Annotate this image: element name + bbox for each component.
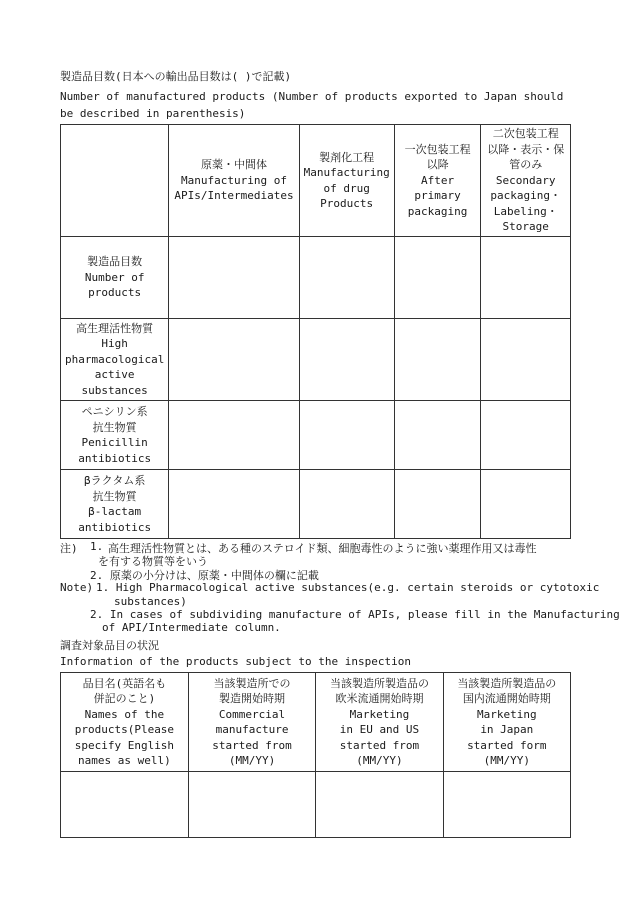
table1-header-drug-products: 製剤化工程 Manufacturing of drug Products [299,125,394,237]
row-label-beta-lactam: βラクタム系 抗生物質 β-lactam antibiotics [61,470,169,539]
notes-ja-2: 2. 原薬の小分けは、原薬・中間体の欄に記載 [90,569,319,582]
table-cell[interactable] [169,401,299,470]
table-cell[interactable] [169,237,299,319]
inspection-products-table [60,672,571,838]
section2-title-en: Information of the products subject to the inspection [60,655,411,668]
table-cell[interactable] [299,319,394,401]
table-cell[interactable] [61,772,189,838]
notes-ja-prefix: 注) [60,542,78,555]
row-label-high-pharmacological: 高生理活性物質 High pharmacological active substances [61,319,169,401]
table-cell[interactable] [481,237,571,319]
table-row [61,319,571,401]
notes-en-2-line2: of API/Intermediate column. [102,621,281,634]
notes-ja-1-line2: を有する物質等をいう [98,555,208,568]
notes-en-1-line1: 1. High Pharmacological active substances(e.g. certain steroids or cytotoxic [96,581,600,594]
row-label-number-of-products: 製造品目数 Number of products [61,237,169,319]
table1-header-corner [61,125,169,237]
table-cell[interactable] [316,772,443,838]
table2-header-row [61,673,571,772]
section1-title-en: Number of manufactured products (Number of products exported to Japan should be described in parenthesis) [60,90,564,120]
notes-en-prefix: Note) [60,581,94,594]
table1-header-row [61,125,571,237]
table-cell[interactable] [443,772,570,838]
table-cell[interactable] [188,772,316,838]
notes-en-2-line1: 2. In cases of subdividing manufacture of APIs, please fill in the Manufacturing [90,608,620,621]
notes-en-1-line2: substances) [114,595,187,608]
table-cell[interactable] [394,470,481,539]
table-cell[interactable] [299,401,394,470]
table-cell[interactable] [299,470,394,539]
table-cell[interactable] [169,319,299,401]
table2-header-marketing-japan: 当該製造所製造品の 国内流通開始時期 Marketing in Japan started form (MM/YY) [443,673,570,772]
table-row [61,772,571,838]
manufactured-products-table [60,124,571,539]
notes-ja-1-number: 1. [90,540,104,553]
table1-header-primary-packaging: 一次包装工程 以降 After primary packaging [394,125,481,237]
notes-ja-1-line1: 高生理活性物質とは、ある種のステロイド類、細胞毒性のように強い薬理作用又は毒性 [108,542,537,555]
table-row [61,401,571,470]
table2-header-marketing-eu-us: 当該製造所製造品の 欧米流通開始時期 Marketing in EU and US started from (MM/YY) [316,673,443,772]
table-cell[interactable] [481,319,571,401]
table-cell[interactable] [481,470,571,539]
section2-title-ja: 調査対象品目の状況 [60,639,159,652]
table-cell[interactable] [299,237,394,319]
table-cell[interactable] [394,319,481,401]
table-row [61,237,571,319]
table1-header-apis: 原薬・中間体 Manufacturing of APIs/Intermediates [169,125,299,237]
table1-header-secondary-packaging: 二次包装工程 以降・表示・保 管のみ Secondary packaging・ Labeling・ Storage [481,125,571,237]
table-row [61,470,571,539]
table-cell[interactable] [394,401,481,470]
section1-title-ja: 製造品目数(日本への輸出品目数は( )で記載) [60,70,292,83]
table2-header-product-names: 品目名(英語名も 併記のこと) Names of the products(Please specify English names as well) [61,673,189,772]
table2-header-commercial-manufacture: 当該製造所での 製造開始時期 Commercial manufacture started from (MM/YY) [188,673,316,772]
table-cell[interactable] [481,401,571,470]
row-label-penicillin: ペニシリン系 抗生物質 Penicillin antibiotics [61,401,169,470]
table-cell[interactable] [394,237,481,319]
table-cell[interactable] [169,470,299,539]
